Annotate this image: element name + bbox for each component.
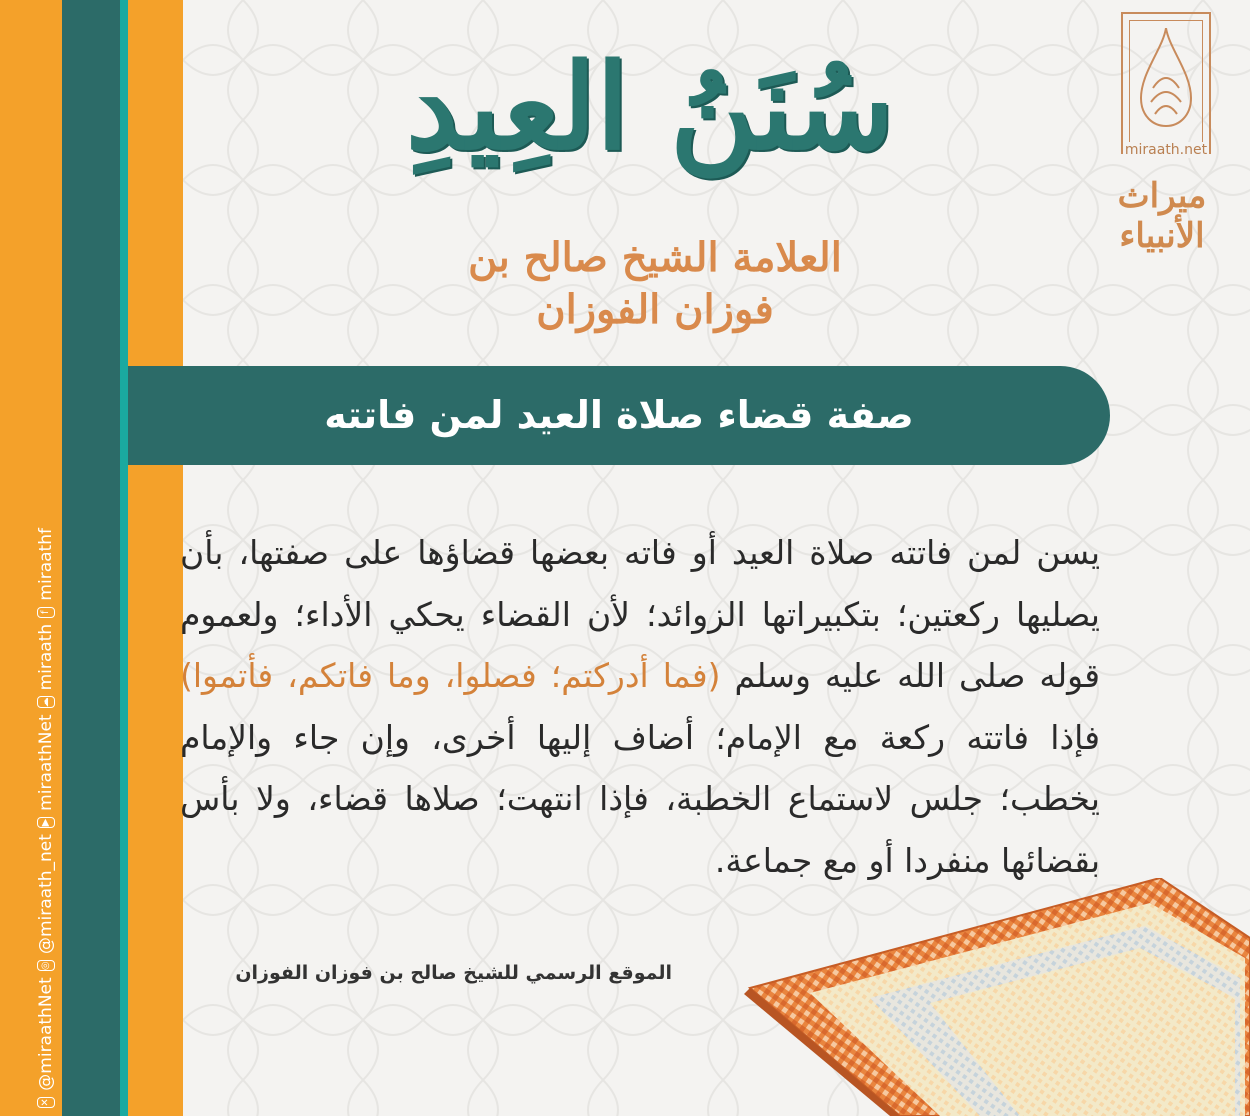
twitter-icon: ✕ <box>37 1097 55 1108</box>
banner-title: صفة قضاء صلاة العيد لمن فاتته <box>324 393 914 437</box>
logo[interactable] <box>1121 12 1211 158</box>
page-subtitle: العلامة الشيخ صالح بن فوزان الفوزان <box>468 234 842 333</box>
stripe-teal-dark <box>62 0 120 1116</box>
handle-youtube[interactable]: miraathNet <box>36 714 56 811</box>
logo-url[interactable]: miraath.net <box>1124 142 1208 158</box>
handle-facebook[interactable]: miraathf <box>36 528 56 601</box>
facebook-icon: f <box>37 607 55 618</box>
youtube-icon: ▶ <box>37 817 55 828</box>
body-part-2: فإذا فاتته ركعة مع الإمام؛ أضاف إليها أخرى، وإن جاء والإمام يخطب؛ جلس لاستماع الخطبة، فإذا انتهت؛ صلاها قضاء، ولا بأس بقضائها منفردا أو مع جماعة. <box>180 717 1100 880</box>
logo-emblem-icon <box>1139 28 1193 128</box>
body-part-1: يسن لمن فاتته صلاة العيد أو فاته بعضها قضاؤها على صفتها، بأن يصليها ركعتين؛ بتكبيراتها الزوائد؛ لأن القضاء يحكي الأداء؛ ولعموم قوله صلى الله عليه وسلم <box>180 533 1100 695</box>
page-title: سُنَنُ العِيدِ <box>405 37 895 176</box>
prayer-rug-image <box>740 878 1250 1116</box>
handle-instagram[interactable]: @miraath_net <box>36 834 56 955</box>
instagram-icon: ◎ <box>37 960 55 971</box>
soundcloud-icon: ☁ <box>37 696 55 708</box>
body-paragraph <box>180 522 1100 891</box>
handle-soundcloud[interactable]: miraath <box>36 623 56 691</box>
stripe-orange-right <box>128 0 183 1116</box>
social-handles <box>4 528 56 1108</box>
hadith-quote: (فما أدركتم؛ فصلوا، وما فاتكم، فأتموا) <box>180 656 721 695</box>
logo-name: ميراث الأنبياء <box>1117 176 1207 256</box>
stripe-teal-light <box>120 0 128 1116</box>
footer-credit: الموقع الرسمي للشيخ صالح بن فوزان الفوزان <box>235 962 672 984</box>
handle-twitter[interactable]: @miraathNet <box>36 977 56 1091</box>
